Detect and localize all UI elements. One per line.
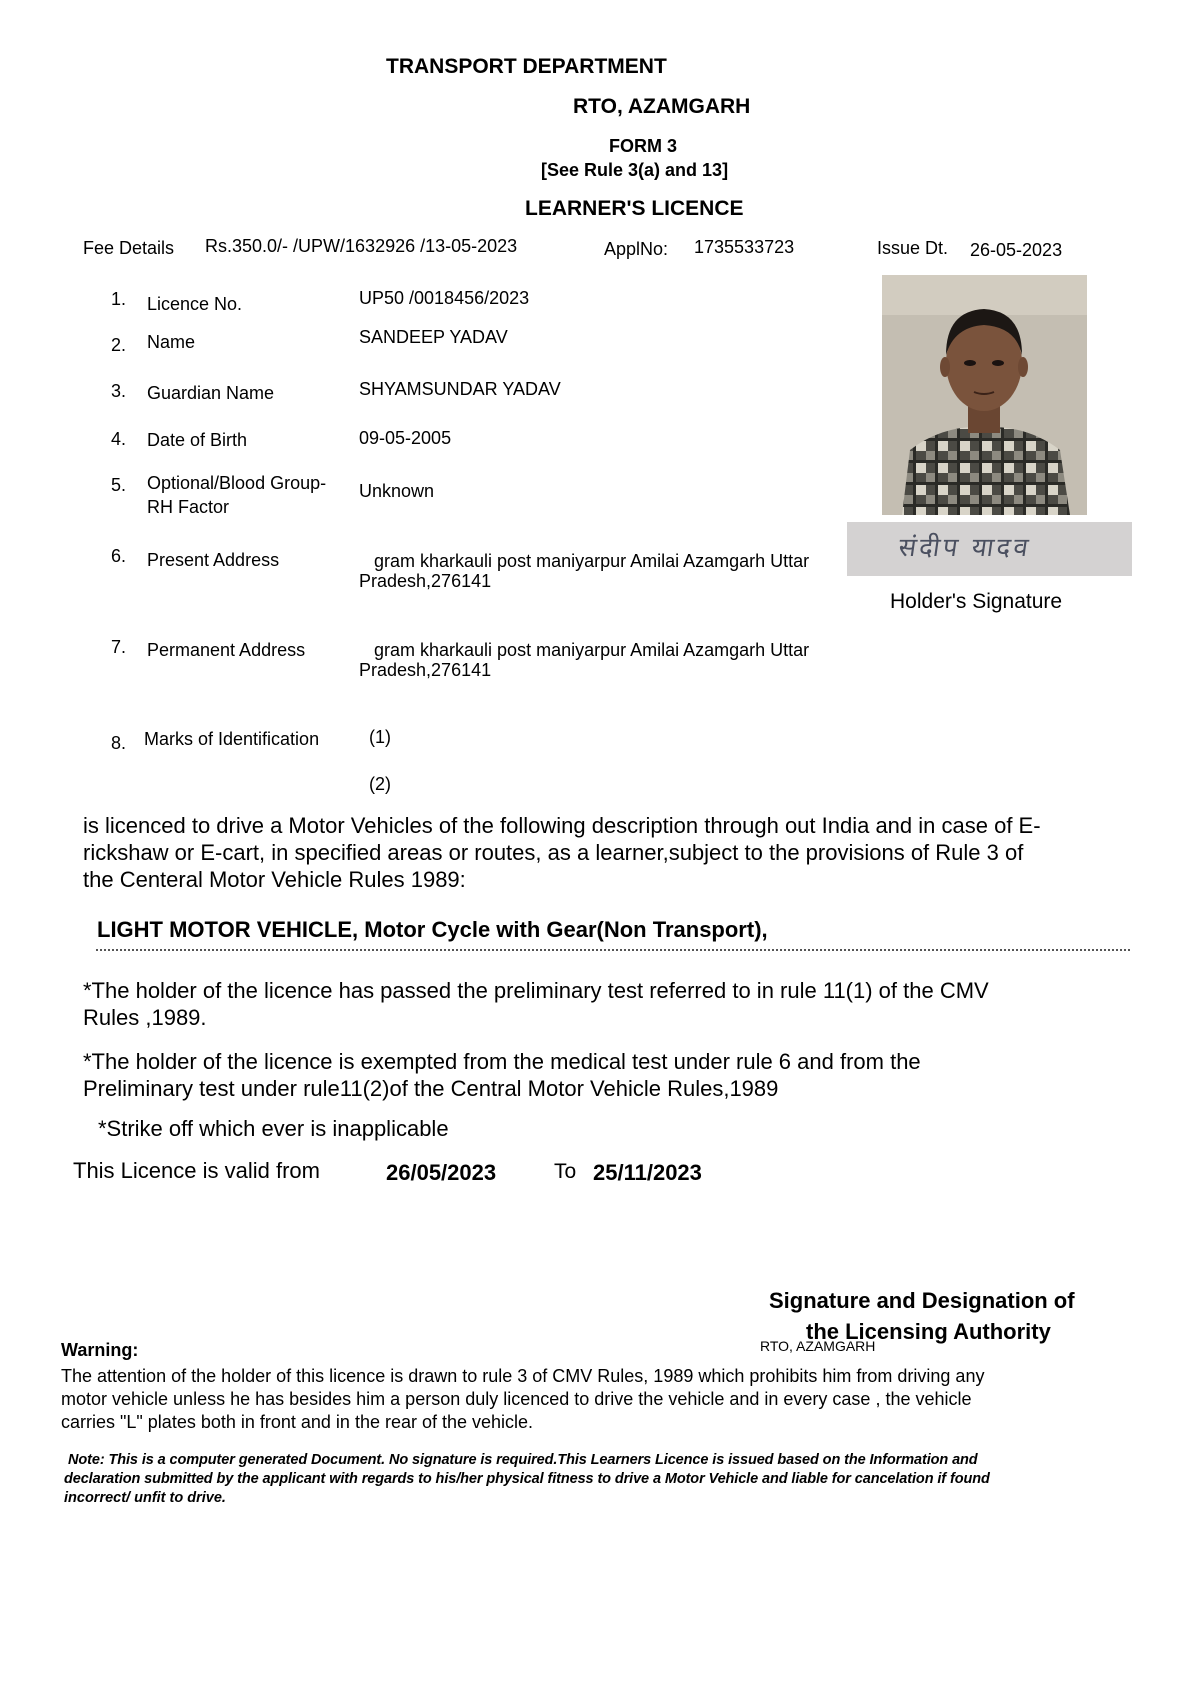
- exempted-line1: *The holder of the licence is exempted from the medical test under rule 6 and from the: [83, 1049, 921, 1074]
- warning-line1: The attention of the holder of this licence is drawn to rule 3 of CMV Rules, 1989 which prohibits him from driving any: [61, 1366, 985, 1386]
- note-line2: declaration submitted by the applicant with regards to his/her physical fitness to drive a Motor Vehicle and liable for cancelation if found: [64, 1471, 990, 1487]
- authority-line2: the Licensing Authority: [806, 1319, 1051, 1344]
- valid-from-label: This Licence is valid from: [73, 1158, 320, 1183]
- licence-statement-line3: the Centeral Motor Vehicle Rules 1989:: [83, 867, 466, 892]
- appl-label: ApplNo:: [604, 239, 669, 259]
- holder-signature-image: [847, 522, 1132, 576]
- holder-signature-label: Holder's Signature: [890, 590, 1063, 613]
- field-value-line2: Pradesh,276141: [359, 660, 492, 680]
- field-value-line1: gram kharkauli post maniyarpur Amilai Azamgarh Uttar: [374, 551, 810, 571]
- field-number: 2.: [111, 335, 127, 355]
- valid-to-label: To: [554, 1160, 577, 1183]
- identification-mark-1: (1): [369, 727, 391, 747]
- fee-value: Rs.350.0/- /UPW/1632926 /13-05-2023: [205, 236, 518, 256]
- fee-label: Fee Details: [83, 238, 175, 258]
- warning-line2: motor vehicle unless he has besides him a person duly licenced to drive the vehicle and in every case , the vehicle: [61, 1389, 972, 1409]
- passed-test-line1: *The holder of the licence has passed the preliminary test referred to in rule 11(1) of the CMV: [83, 978, 989, 1003]
- valid-from-date: 26/05/2023: [386, 1160, 497, 1185]
- licence-title: LEARNER'S LICENCE: [525, 197, 744, 220]
- field-label: Marks of Identification: [144, 729, 320, 749]
- field-value: UP50 /0018456/2023: [359, 288, 530, 308]
- note-line3: incorrect/ unfit to drive.: [64, 1490, 226, 1506]
- valid-to-date: 25/11/2023: [593, 1160, 702, 1185]
- licence-statement-line1: is licenced to drive a Motor Vehicles of the following description through out India and in case of E-: [83, 813, 1041, 838]
- field-label-line2: RH Factor: [147, 497, 230, 517]
- signature-text: संदीप यादव: [896, 533, 1034, 563]
- field-label: Date of Birth: [147, 430, 248, 450]
- field-number: 7.: [111, 637, 127, 657]
- field-value-line1: gram kharkauli post maniyarpur Amilai Azamgarh Uttar: [374, 640, 810, 660]
- field-number: 4.: [111, 429, 127, 449]
- field-label-line1: Optional/Blood Group-: [147, 473, 327, 493]
- field-number: 3.: [111, 381, 127, 401]
- authority-rto: RTO, AZAMGARH: [760, 1338, 876, 1354]
- issue-value: 26-05-2023: [970, 240, 1063, 260]
- warning-line3: carries "L" plates both in front and in the rear of the vehicle.: [61, 1412, 534, 1432]
- licence-statement-line2: rickshaw or E-cart, in specified areas or routes, as a learner,subject to the provisions of Rule 3 of: [83, 840, 1024, 865]
- form-number: FORM 3: [609, 136, 678, 156]
- field-number: 8.: [111, 733, 127, 753]
- authority-line1: Signature and Designation of: [769, 1288, 1075, 1313]
- field-value: Unknown: [359, 481, 435, 501]
- field-value: 09-05-2005: [359, 428, 452, 448]
- field-label: Permanent Address: [147, 640, 306, 660]
- rto-title: RTO, AZAMGARH: [573, 95, 751, 118]
- strike-off-note: *Strike off which ever is inapplicable: [98, 1116, 449, 1141]
- identification-mark-2: (2): [369, 774, 391, 794]
- field-number: 5.: [111, 475, 127, 495]
- department-title: TRANSPORT DEPARTMENT: [386, 55, 667, 78]
- note-line1: Note: This is a computer generated Document. No signature is required.This Learners Licence is issued based on the Information and: [68, 1452, 978, 1468]
- appl-value: 1735533723: [694, 237, 795, 257]
- field-value: SANDEEP YADAV: [359, 327, 508, 347]
- warning-label: Warning:: [61, 1340, 139, 1360]
- field-label: Licence No.: [147, 294, 243, 314]
- field-label: Name: [147, 332, 196, 352]
- passed-test-line2: Rules ,1989.: [83, 1005, 207, 1030]
- field-number: 1.: [111, 289, 127, 309]
- exempted-line2: Preliminary test under rule11(2)of the Central Motor Vehicle Rules,1989: [83, 1076, 779, 1101]
- vehicle-classes: LIGHT MOTOR VEHICLE, Motor Cycle with Gear(Non Transport),: [97, 917, 768, 942]
- field-value-line2: Pradesh,276141: [359, 571, 492, 591]
- field-number: 6.: [111, 546, 127, 566]
- dotted-divider: [96, 949, 1130, 951]
- field-label: Present Address: [147, 550, 280, 570]
- field-label: Guardian Name: [147, 383, 275, 403]
- holder-photo: [882, 275, 1087, 515]
- form-rule: [See Rule 3(a) and 13]: [541, 160, 729, 180]
- field-value: SHYAMSUNDAR YADAV: [359, 379, 561, 399]
- issue-label: Issue Dt.: [877, 238, 949, 258]
